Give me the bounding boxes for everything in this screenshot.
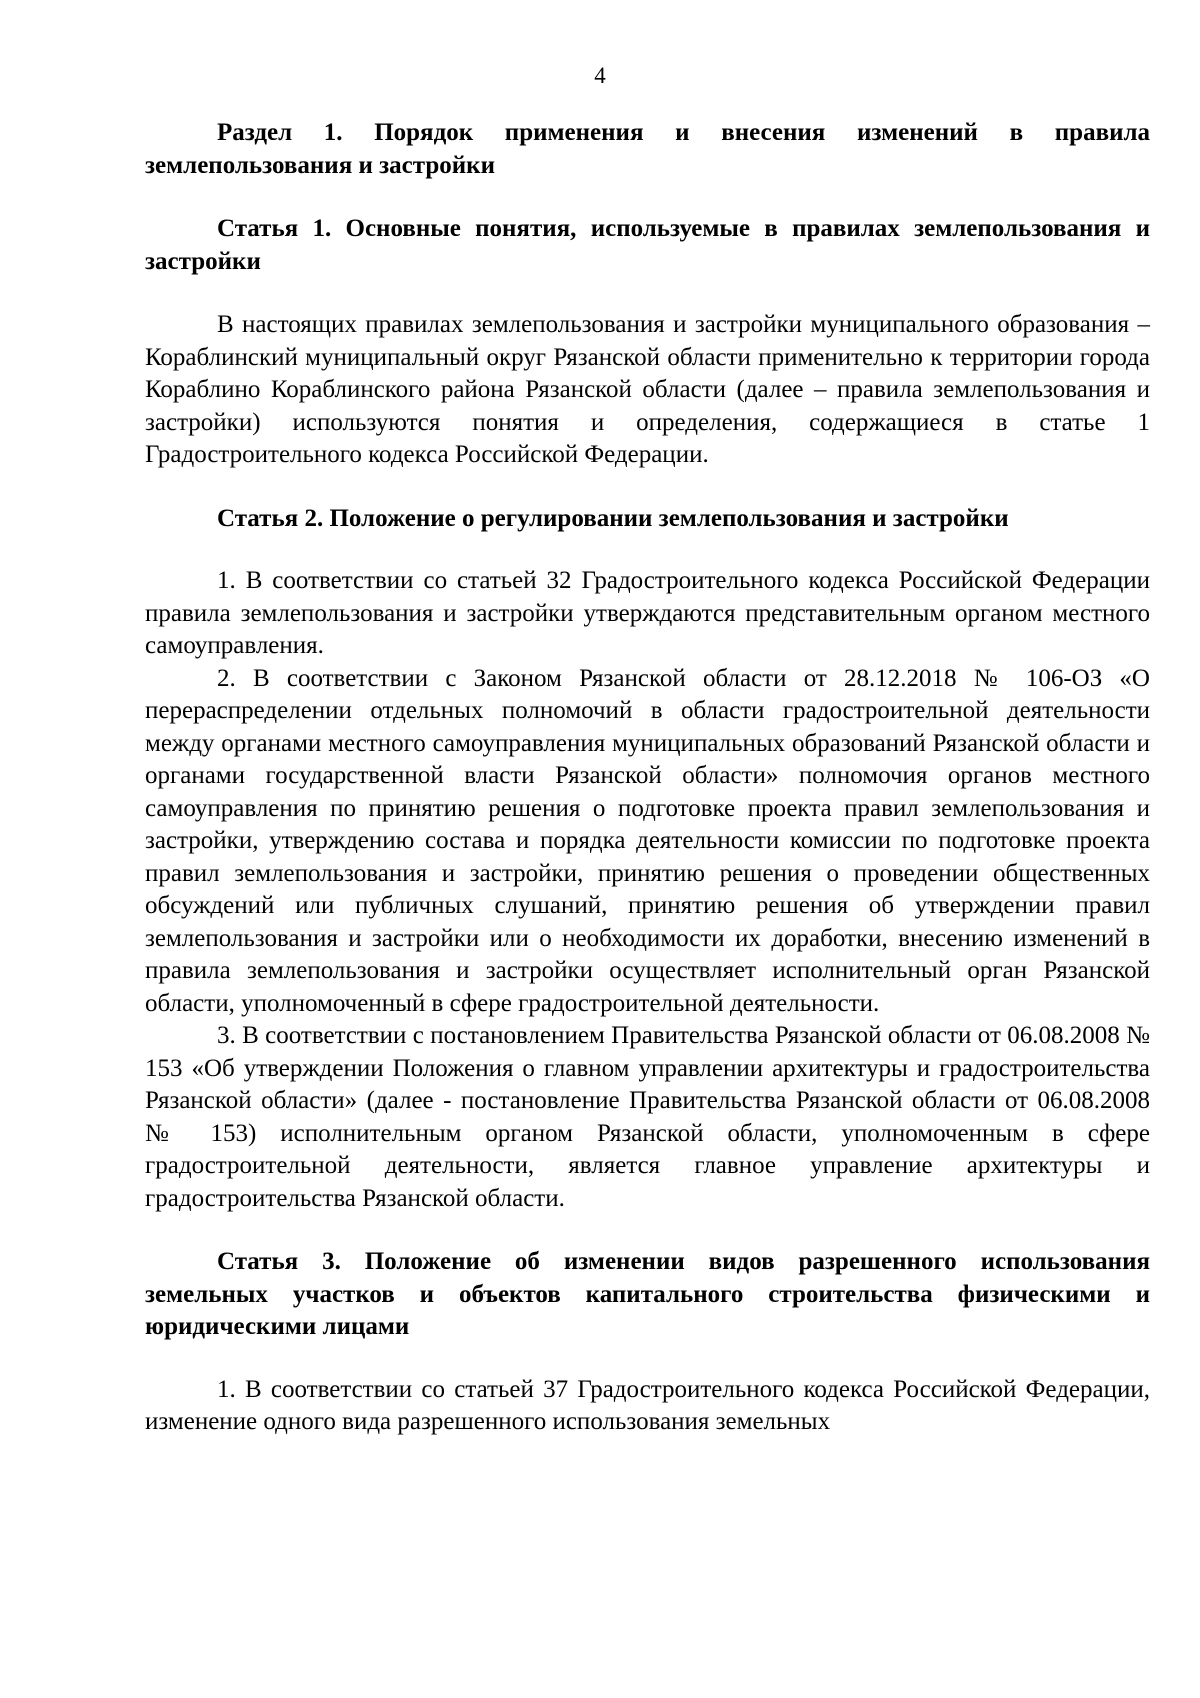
article-2-paragraph-1: 1. В соответствии со статьей 32 Градостроительного кодекса Российской Федерации правила землепользования и застройки утверждаются представительным органом местного самоуправления. [145,567,1150,659]
document-body [145,117,1150,1439]
article-3-paragraph-1: 1. В соответствии со статьей 37 Градостроительного кодекса Российской Федерации, изменение одного вида разрешенного использования земельных [145,1375,1150,1435]
section-heading: Раздел 1. Порядок применения и внесения изменений в правила землепользования и застройки [145,119,1150,179]
article-3-heading: Статья 3. Положение об изменении видов разрешенного использования земельных участков и объектов капитального строительства физическими и юридическими лицами [145,1248,1150,1340]
article-1-paragraph: В настоящих правилах землепользования и застройки муниципального образования – Кораблинский муниципальный округ Рязанской области применительно к территории города Кораблино Кораблинского района Рязанской области (далее – правила землепользования и застройки) используются понятия и определения, содержащиеся в статье 1 Градостроительного кодекса Российской Федерации. [145,311,1150,468]
article-1-heading: Статья 1. Основные понятия, используемые в правилах землепользования и застройки [145,215,1150,275]
page-number: 4 [594,63,606,88]
article-2-heading: Статья 2. Положение о регулировании землепользования и застройки [217,504,1009,532]
article-2-paragraph-3: 3. В соответствии с постановлением Правительства Рязанской области от 06.08.2008 № 153 «Об утверждении Положения о главном управлении архитектуры и градостроительства Рязанской области» (далее - постановление Правительства Рязанской области от 06.08.2008 № 153) исполнительным органом Рязанской области, уполномоченным в сфере градостроительной деятельности, является главное управление архитектуры и градостроительства Рязанской области. [145,1022,1150,1212]
article-2-paragraph-2: 2. В соответствии с Законом Рязанской области от 28.12.2018 № 106-ОЗ «О перераспределении отдельных полномочий в области градостроительной деятельности между органами местного самоуправления муниципальных образований Рязанской области и органами государственной власти Рязанской области» полномочия органов местного самоуправления по принятию решения о подготовке проекта правил землепользования и застройки, утверждению состава и порядка деятельности комиссии по подготовке проекта правил землепользования и застройки, принятию решения о проведении общественных обсуждений или публичных слушаний, принятию решения об утверждении правил землепользования и застройки или о необходимости их доработки, внесению изменений в правила землепользования и застройки осуществляет исполнительный орган Рязанской области, уполномоченный в сфере градостроительной деятельности. [145,664,1150,1017]
